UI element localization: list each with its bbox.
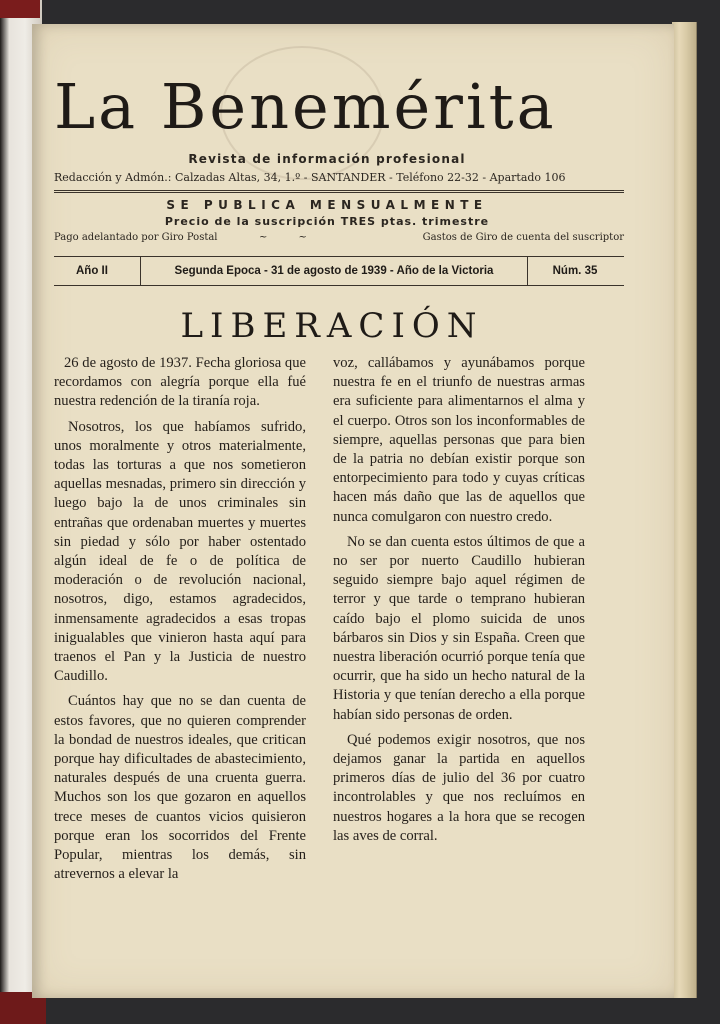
issue-year: Año II — [76, 265, 108, 277]
masthead-title: La Benemérita — [54, 70, 557, 143]
article-title: LIBERACIÓN — [180, 306, 484, 346]
paragraph: Cuántos hay que no se dan cuenta de estos favores, que no quieren comprender la bondad de nuestros ideales, que critican porque hay dificultades de abastecimiento, naturales después de una cruenta guerra. Muchos son los que gozaron en aquellos trece meses de cuantos vicios quisieron porque eran los socorridos del Frente Popular, mientras los demás, sin atrevernos a elevar la — [54, 693, 306, 883]
paragraph: Nosotros, los que habíamos sufrido, unos moralmente y otros materialmente, todas las torturas a que nos sometieron aquellas mesnadas, primero sin dirección y luego bajo la de unos criminales sin entrañas que ordenaban muertes y muertes sin piedad y sólo por haber ostentado algún ideal de fe o de política de moderación o de revolución nacional, nosotros, digo, estamos agradecidos, inmensamente agradecidos a esas tropas inigualables que vinieron hasta aquí para traenos el Pan y la Justicia de nuestro Caudillo. — [54, 418, 306, 685]
binding-cloth-top — [0, 0, 40, 18]
publication-frequency: SE PUBLICA MENSUALMENTE — [166, 198, 488, 212]
paragraph: No se dan cuenta estos últimos de que a no ser por nuerto Caudillo hubieran seguido siempre bajo aquel régimen de terror y que tarde o temprano hubieran caído bajo el plomo suicida de unos bárbaros sin Dios y sin España. Creen que nuestra liberación ocurrió porque tenía que ocurrir, que ha sido un hecho natural de la Historia y que tenían derecho a ella porque habían sido personas de orden. — [333, 533, 585, 723]
issue-edition: Segunda Epoca - 31 de agosto de 1939 - Año de la Victoria — [140, 257, 528, 285]
article-column-left — [54, 354, 306, 890]
payment-method: Pago adelantado por Giro Postal — [54, 232, 218, 243]
article-column-right — [333, 354, 585, 852]
editorial-address: Redacción y Admón.: Calzadas Altas, 34, 1.º - SANTANDER - Teléfono 22-32 - Apartado 106 — [54, 171, 566, 184]
issue-number: Núm. 35 — [552, 265, 598, 277]
paragraph: Qué podemos exigir nosotros, que nos dejamos ganar la partida en aquellos primeros días de julio del 36 por cuatro incontrolables y que nos recluímos en nuestros hogares a la hora que se recogen las aves de corral. — [333, 731, 585, 844]
ornament-tildes: ~ ~ — [259, 232, 321, 243]
paragraph: 26 de agosto de 1937. Fecha gloriosa que recordamos con alegría porque ella fué nuestra redención de la tiranía roja. — [54, 355, 306, 410]
paragraph: voz, callábamos y ayunábamos porque nuestra fe en el triunfo de nuestras armas era suficiente para alimentarnos el alma y el cuerpo. Otros son los inconformables de siempre, aquellas personas que para bien de la patria no debían existir porque son entorpecimiento para todo y cuyas críticas hacen más daño que las de aquellos que nunca comulgaron con nuestro credo. — [333, 355, 585, 525]
subscription-price: Precio de la suscripción TRES ptas. trimestre — [164, 215, 490, 228]
issue-info-bar — [54, 256, 624, 286]
page-stack-edge — [672, 22, 697, 998]
header-divider — [54, 190, 624, 193]
masthead-subtitle: Revista de información profesional — [188, 152, 466, 166]
payment-terms — [54, 232, 624, 248]
magazine-page — [32, 24, 674, 998]
payment-fees: Gastos de Giro de cuenta del suscriptor — [422, 232, 624, 243]
